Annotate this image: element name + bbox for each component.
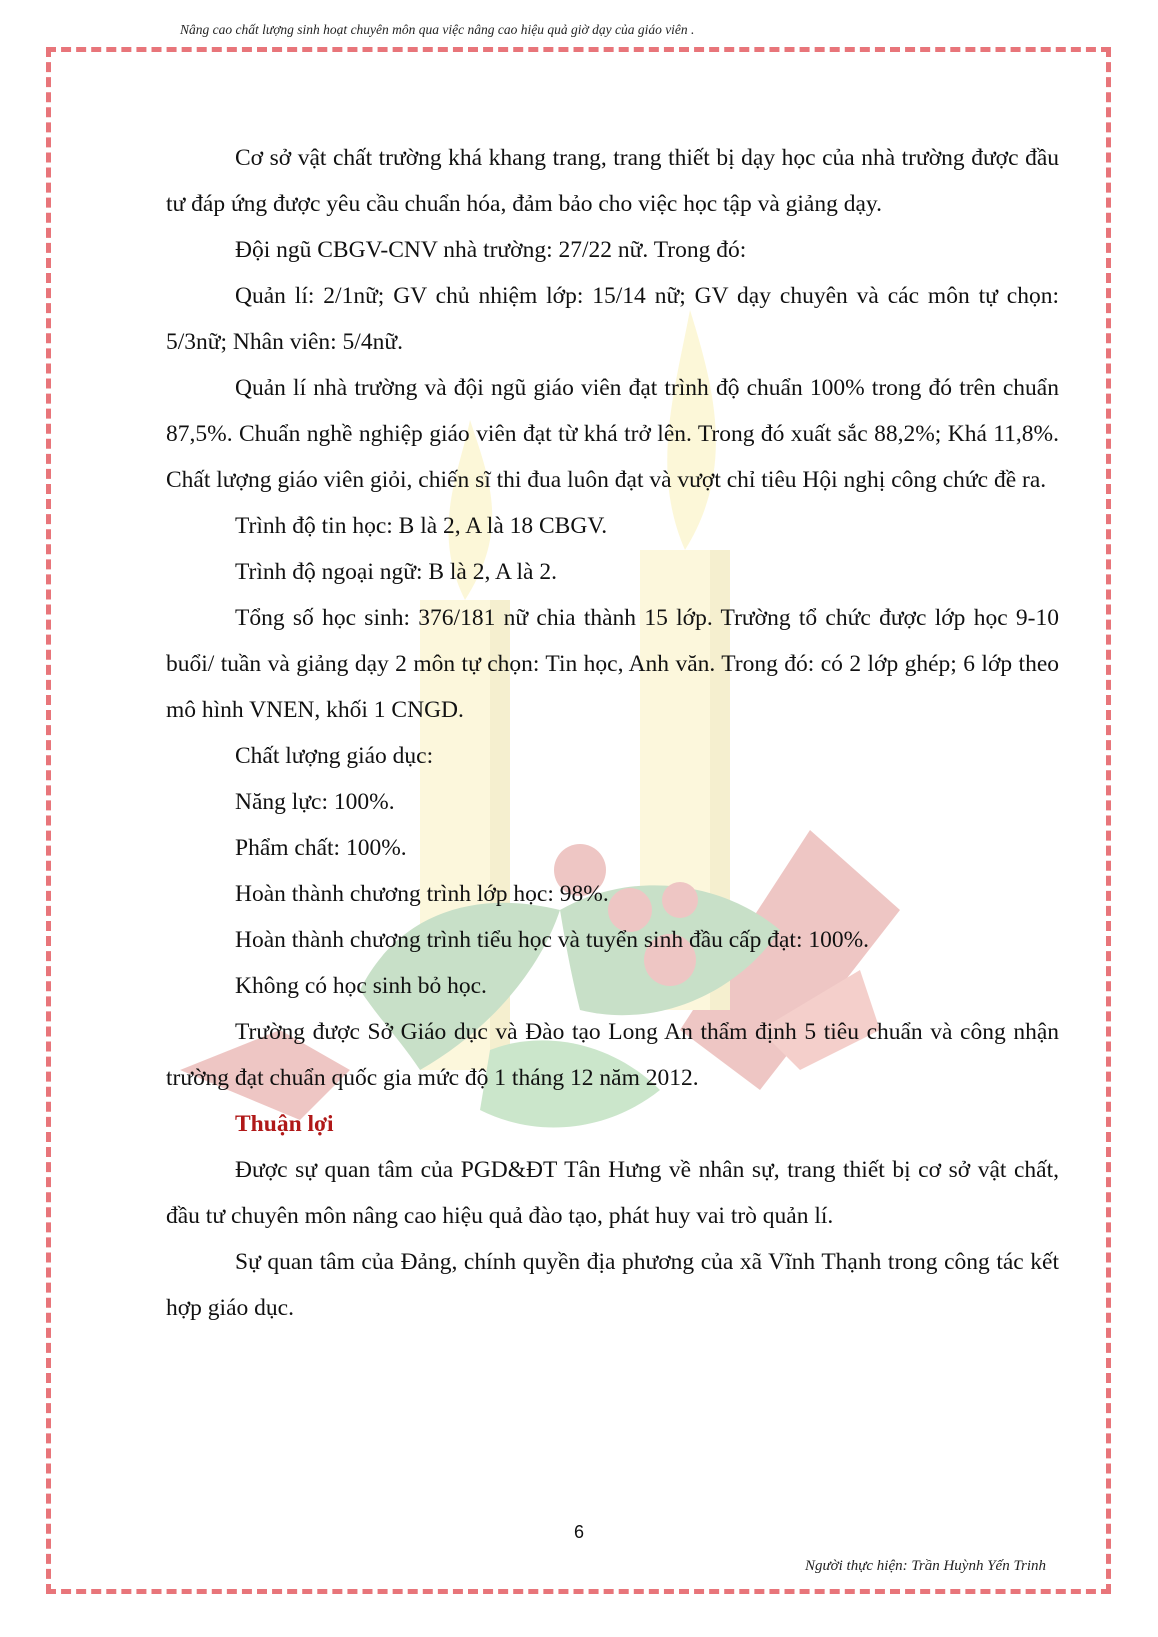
page-footer: Người thực hiện: Trần Huỳnh Yến Trinh xyxy=(804,1558,1046,1574)
paragraph-advantage-pgd: Được sự quan tâm của PGD&ĐT Tân Hưng về nhân sự, trang thiết bị cơ sở vật chất, đầu tư chuyên môn nâng cao hiệu quả đào tạo, phát huy vai trò quản lí. xyxy=(166,1157,1059,1229)
paragraph-students: Tổng số học sinh: 376/181 nữ chia thành 15 lớp. Trường tổ chức được lớp học 9-10 buổi/ tuần và giảng dạy 2 môn tự chọn: Tin học, Anh văn. Trong đó: có 2 lớp ghép; 6 lớp theo mô hình VNEN, khối 1 CNGD. xyxy=(166,605,1059,723)
paragraph-staff-qualification: Quản lí nhà trường và đội ngũ giáo viên đạt trình độ chuẩn 100% trong đó trên chuẩn 87,5%. Chuẩn nghề nghiệp giáo viên đạt từ khá trở lên. Trong đó xuất sắc 88,2%; Khá 11,8%. Chất lượng giáo viên giỏi, chiến sĩ thi đua luôn đạt và vượt chỉ tiêu Hội nghị công chức đề ra. xyxy=(166,375,1059,493)
section-heading-advantages: Thuận lợi xyxy=(235,1111,334,1137)
paragraph-advantage-local: Sự quan tâm của Đảng, chính quyền địa phương của xã Vĩnh Thạnh trong công tác kết hợp giáo dục. xyxy=(166,1249,1059,1321)
paragraph-language-level: Trình độ ngoại ngữ: B là 2, A là 2. xyxy=(235,559,557,585)
paragraph-staff-total: Đội ngũ CBGV-CNV nhà trường: 27/22 nữ. Trong đó: xyxy=(235,237,747,263)
paragraph-class-completion: Hoàn thành chương trình lớp học: 98%. xyxy=(235,881,609,907)
page-number: 6 xyxy=(573,1522,584,1542)
document-body xyxy=(166,135,1059,1331)
paragraph-primary-completion: Hoàn thành chương trình tiểu học và tuyển sinh đầu cấp đạt: 100%. xyxy=(235,927,870,953)
paragraph-it-level: Trình độ tin học: B là 2, A là 18 CBGV. xyxy=(235,513,608,539)
paragraph-facilities: Cơ sở vật chất trường khá khang trang, trang thiết bị dạy học của nhà trường được đầu tư đáp ứng được yêu cầu chuẩn hóa, đảm bảo cho việc học tập và giảng dạy. xyxy=(166,145,1059,217)
paragraph-accreditation: Trường được Sở Giáo dục và Đào tạo Long An thẩm định 5 tiêu chuẩn và công nhận trường đạt chuẩn quốc gia mức độ 1 tháng 12 năm 2012. xyxy=(166,1019,1059,1091)
paragraph-education-quality: Chất lượng giáo dục: xyxy=(235,743,434,769)
paragraph-competence: Năng lực: 100%. xyxy=(235,789,395,815)
paragraph-staff-breakdown: Quản lí: 2/1nữ; GV chủ nhiệm lớp: 15/14 nữ; GV dạy chuyên và các môn tự chọn: 5/3nữ; Nhân viên: 5/4nữ. xyxy=(166,283,1059,355)
paragraph-quality: Phẩm chất: 100%. xyxy=(235,835,407,861)
paragraph-no-dropouts: Không có học sinh bỏ học. xyxy=(235,973,487,999)
page-header: Nâng cao chất lượng sinh hoạt chuyên môn qua việc nâng cao hiệu quả giờ dạy của giáo viên . xyxy=(180,22,695,37)
